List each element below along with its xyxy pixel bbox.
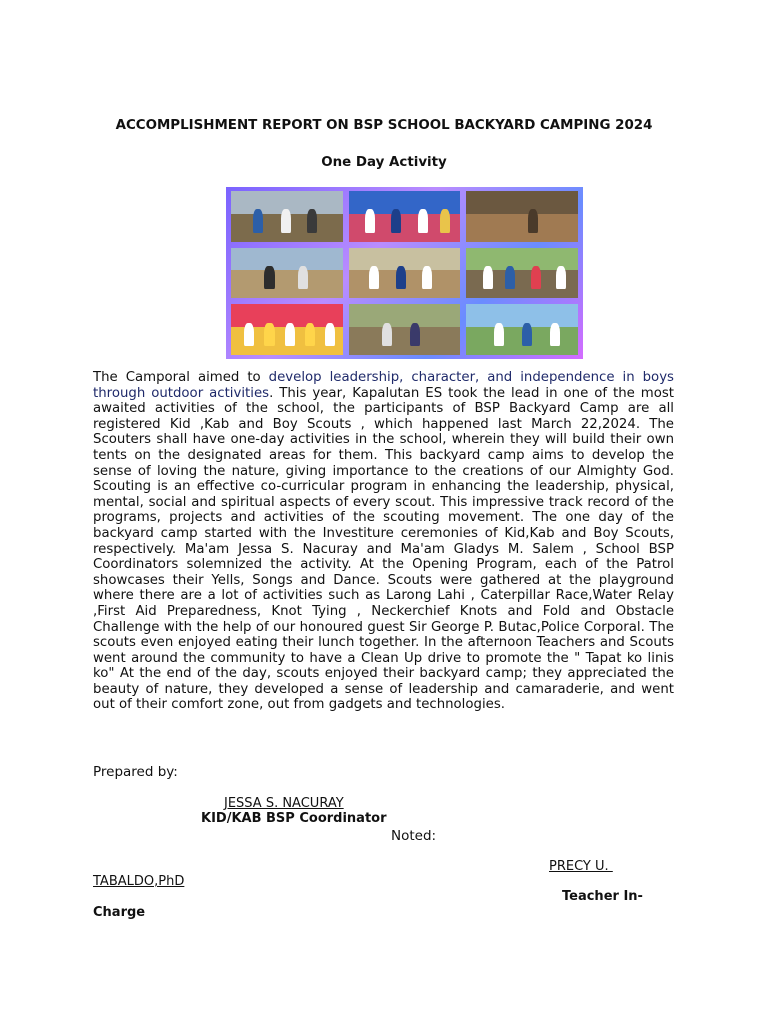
- noted-label: Noted:: [391, 828, 437, 844]
- body-intro: The Camporal aimed to: [93, 370, 269, 385]
- preparer-role: KID/KAB BSP Coordinator: [201, 811, 387, 826]
- report-subtitle: One Day Activity: [321, 155, 447, 170]
- report-title: ACCOMPLISHMENT REPORT ON BSP SCHOOL BACKYARD CAMPING 2024: [115, 118, 653, 133]
- photo-7: [231, 304, 343, 355]
- noter-name-line2: TABALDO,PhD: [93, 874, 185, 889]
- preparer-name: JESSA S. NACURAY: [224, 796, 344, 811]
- noter-role-line1: Teacher In-: [562, 889, 643, 904]
- photo-2: [349, 191, 461, 242]
- photo-8: [349, 304, 461, 355]
- photo-5: [349, 248, 461, 299]
- noter-role-line2: Charge: [93, 905, 146, 920]
- noter-name-line1: PRECY U.: [549, 859, 613, 874]
- photo-1: [231, 191, 343, 242]
- body-highlight: develop leadership, character, and independence in boys through outdoor activities: [93, 370, 674, 401]
- prepared-by-label: Prepared by:: [93, 764, 178, 780]
- photo-9: [466, 304, 578, 355]
- photo-4: [231, 248, 343, 299]
- body-rest: . This year, Kapalutan ES took the lead in one of the most awaited activities of the school, the participants of BSP Backyard Camp are all registered Kid ,Kab and Boy Scouts , which happened last March 22,2024. The Scouters shall have one-day activities in the school, wherein they will build their own tents on the designated areas for them. This backyard camp aims to develop the sense of loving the nature, giving importance to the creations of our Almighty God. Scouting is an effective co-curricular program in enhancing the leadership, physical, mental, social and spiritual aspects of every scout. This impressive track record of the programs, projects and activities of the scouting movement. The one day of the backyard camp started with the Investiture ceremonies of Kid,Kab and Boy Scouts, respectively. Ma'am Jessa S. Nacuray and Ma'am Gladys M. Salem , School BSP Coordinators solemnized the activity. At the Opening Program, each of the Patrol showcases their Yells, Songs and Dance. Scouts were gathered at the playground where there are a lot of activities such as Larong Lahi , Caterpillar Race,Water Relay ,First Aid Preparedness, Knot Tying , Neckerchief Knots and Fold and Obstacle Challenge with the help of our honoured guest Sir George P. Butac,Police Corporal. The scouts even enjoyed eating their lunch together. In the afternoon Teachers and Scouts went around the community to have a Clean Up drive to promote the " Tapat ko linis ko" At the end of the day, scouts enjoyed their backyard camp; they appreciated the beauty of nature, they developed a sense of leadership and camaraderie, and went out of their comfort zone, out from gadgets and technologies.: [93, 385, 674, 713]
- report-body: [93, 370, 674, 713]
- photo-collage: [226, 187, 583, 359]
- photo-3: [466, 191, 578, 242]
- photo-6: [466, 248, 578, 299]
